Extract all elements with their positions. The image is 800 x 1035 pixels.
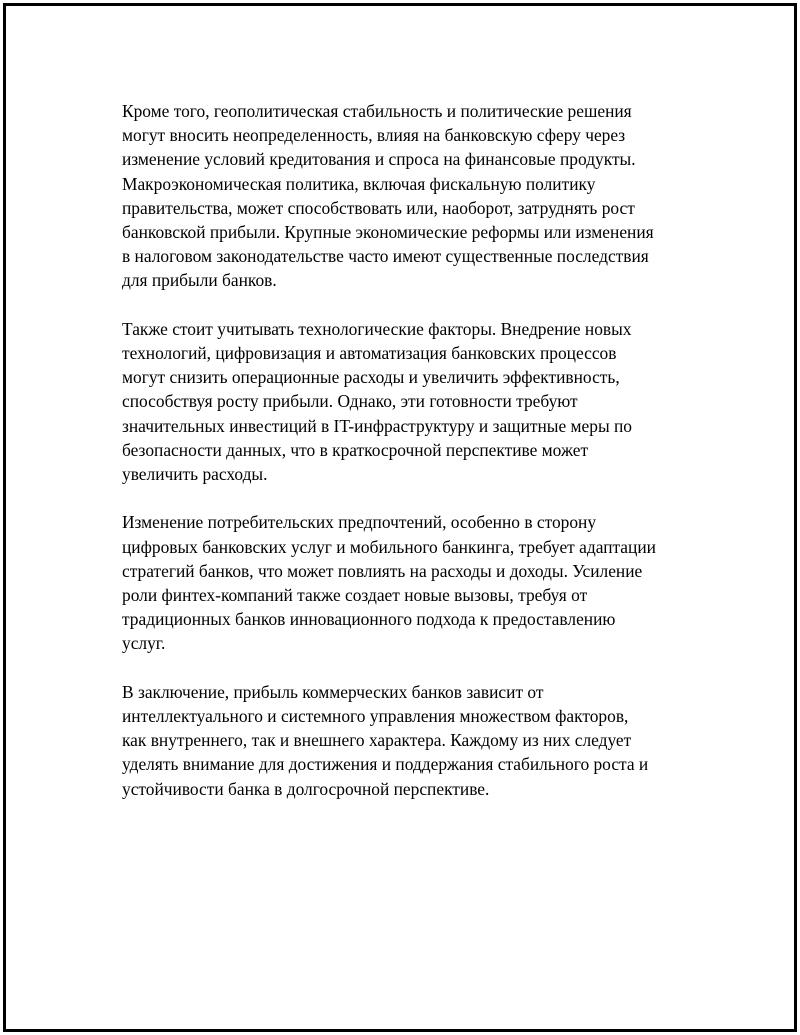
text-line: изменение условий кредитования и спроса на финансовые продукты. (122, 149, 636, 170)
paragraph-geopolitics (122, 99, 702, 293)
text-line: традиционных банков инновационного подхода к предоставлению (122, 609, 616, 630)
text-line: В заключение, прибыль коммерческих банков зависит от (122, 681, 544, 702)
page-frame (3, 3, 797, 1032)
text-line: технологий, цифровизация и автоматизация банковских процессов (122, 343, 617, 364)
text-line: уделять внимание для достижения и поддержания стабильного роста и (122, 754, 649, 775)
text-line: увеличить расходы. (122, 464, 268, 485)
text-line: могут вносить неопределенность, влияя на банковскую сферу через (122, 125, 626, 146)
text-line: Кроме того, геополитическая стабильность и политические решения (122, 101, 632, 121)
paragraph-conclusion (122, 680, 702, 801)
paragraph-consumer-preferences (122, 510, 702, 655)
text-line: как внутреннего, так и внешнего характера. Каждому из них следует (122, 730, 632, 751)
text-line: правительства, может способствовать или, наоборот, затруднять рост (122, 197, 635, 218)
text-line: в налоговом законодательстве часто имеют существенные последствия (122, 246, 649, 267)
paragraph-technology (122, 317, 702, 486)
text-line: роли финтех-компаний также создает новые вызовы, требуя от (122, 585, 588, 606)
text-line: Макроэкономическая политика, включая фискальную политику (122, 173, 596, 194)
text-line: Также стоит учитывать технологические факторы. Внедрение новых (122, 318, 632, 339)
text-line: интеллектуального и системного управления множеством факторов, (122, 706, 629, 727)
text-line: Изменение потребительских предпочтений, особенно в сторону (122, 512, 597, 533)
text-line: устойчивости банка в долгосрочной перспективе. (122, 778, 490, 799)
text-line: банковской прибыли. Крупные экономические реформы или изменения (122, 222, 654, 243)
document-body (122, 99, 702, 825)
text-line: услуг. (122, 633, 166, 654)
text-line: могут снизить операционные расходы и увеличить эффективность, (122, 367, 620, 388)
text-line: цифровых банковских услуг и мобильного банкинга, требует адаптации (122, 536, 656, 557)
text-line: для прибыли банков. (122, 270, 277, 291)
text-line: стратегий банков, что может повлиять на расходы и доходы. Усиление (122, 560, 643, 581)
text-line: способствуя росту прибыли. Однако, эти готовности требуют (122, 391, 578, 412)
text-line: значительных инвестиций в IT-инфраструктуру и защитные меры по (122, 415, 632, 436)
text-line: безопасности данных, что в краткосрочной перспективе может (122, 439, 589, 460)
